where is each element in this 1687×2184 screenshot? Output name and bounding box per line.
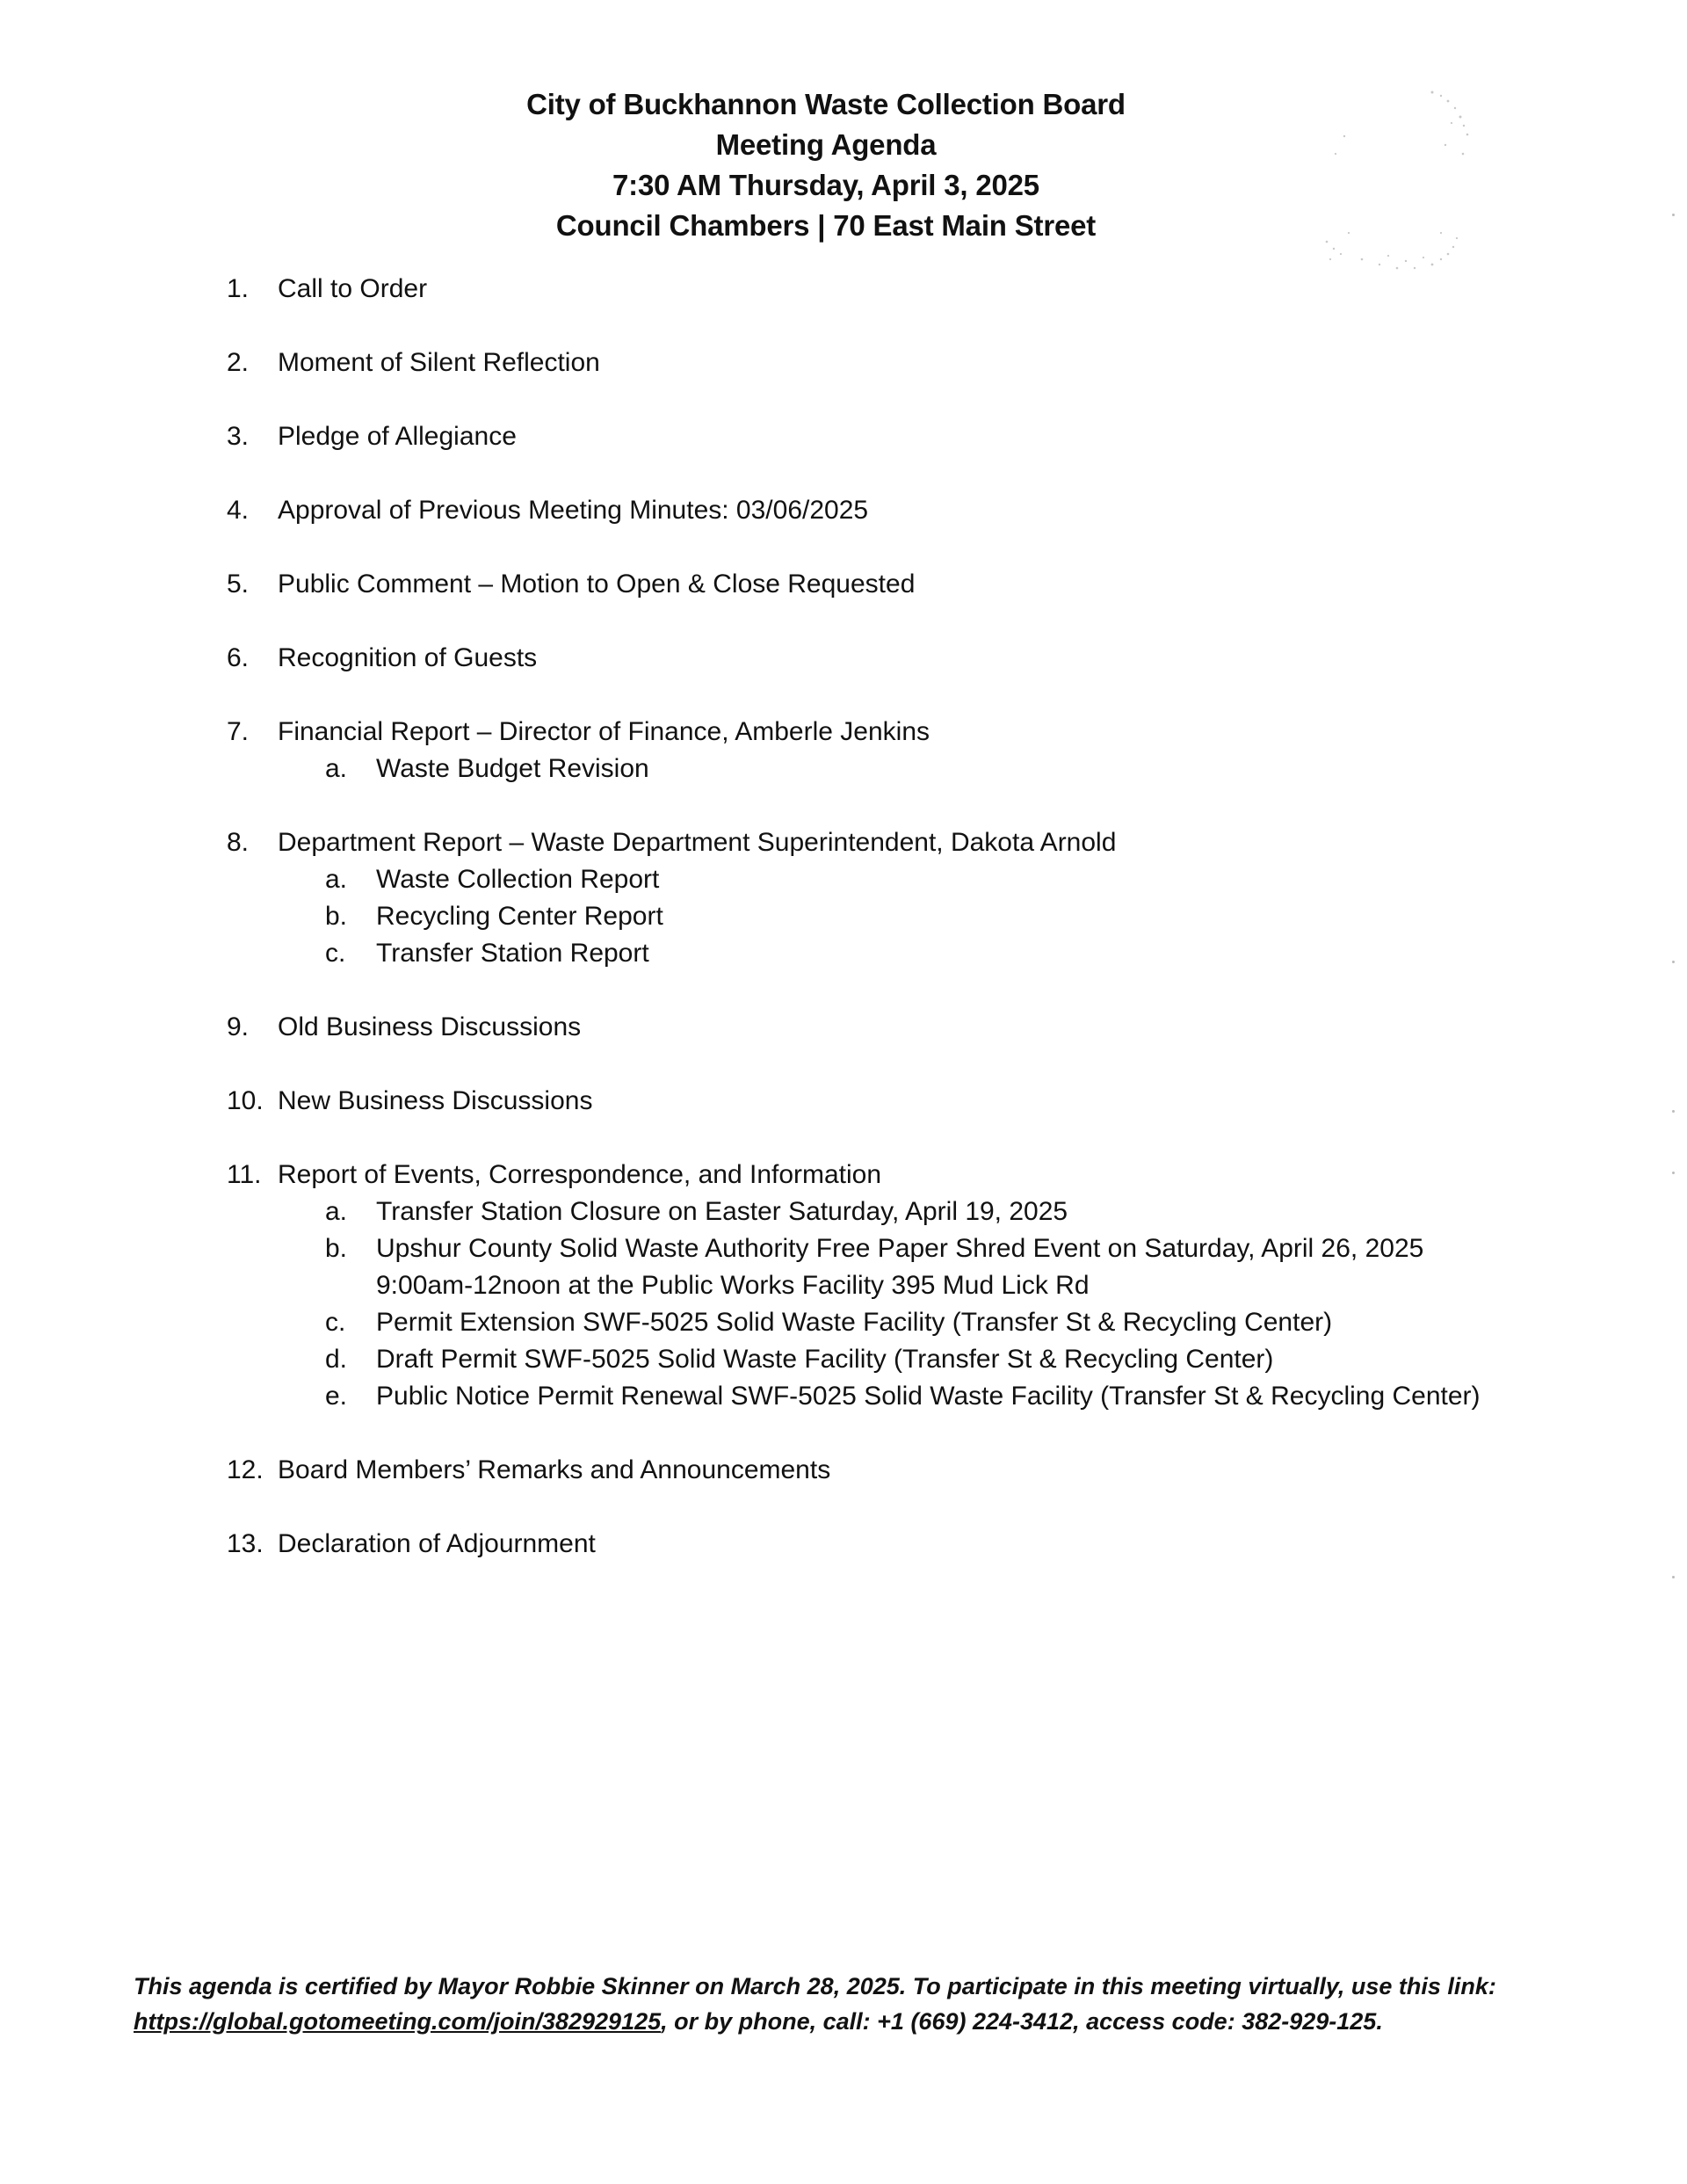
sub-item-letter: b. [325, 1234, 348, 1263]
agenda-item-guests [227, 640, 1545, 677]
sub-item [227, 1194, 1545, 1230]
item-number: 13. [227, 1529, 264, 1558]
item-text: Report of Events, Correspondence, and Information [278, 1160, 882, 1189]
agenda-list [227, 271, 1545, 1563]
item-text: Declaration of Adjournment [278, 1529, 596, 1558]
item-text: New Business Discussions [278, 1086, 593, 1115]
item-text: Department Report – Waste Department Superintendent, Dakota Arnold [278, 828, 1117, 857]
sub-item-text: Transfer Station Report [376, 939, 649, 968]
sub-item [227, 1304, 1545, 1341]
agenda-item-public-comment [227, 566, 1545, 603]
agenda-item-adjournment [227, 1526, 1545, 1563]
sub-item [227, 861, 1545, 898]
scan-speck [1672, 1172, 1675, 1174]
scan-speck [1672, 961, 1675, 963]
meeting-location: Council Chambers | 70 East Main Street [555, 209, 1097, 242]
item-text: Pledge of Allegiance [278, 422, 517, 451]
agenda-header [457, 84, 1195, 246]
sub-item-letter: a. [325, 754, 348, 783]
sub-item-letter: c. [325, 1308, 346, 1337]
scan-speck [1672, 1110, 1675, 1113]
item-number: 9. [227, 1012, 250, 1041]
item-text: Recognition of Guests [278, 643, 538, 672]
faint-seal-mark [1309, 83, 1520, 294]
sub-item-letter: a. [325, 865, 348, 894]
item-number: 8. [227, 828, 250, 857]
agenda-item-silent-reflection [227, 345, 1545, 381]
item-number: 10. [227, 1086, 264, 1115]
item-text: Call to Order [278, 274, 428, 303]
certification-footer [134, 1969, 1539, 2039]
sub-item-text: Public Notice Permit Renewal SWF-5025 Solid Waste Facility (Transfer St & Recycling Center) [376, 1382, 1481, 1411]
sub-item-text: Recycling Center Report [376, 902, 663, 931]
item-number: 6. [227, 643, 250, 672]
sub-item-text: 9:00am-12noon at the Public Works Facility 395 Mud Lick Rd [376, 1271, 1090, 1300]
scan-speck [1672, 214, 1675, 216]
item-text: Board Members’ Remarks and Announcements [278, 1455, 831, 1484]
sub-item-letter: a. [325, 1197, 348, 1226]
footer-text: This agenda is certified by Mayor Robbie Skinner on March 28, 2025. To participate in this meeting virtually, use this link: [134, 1973, 1496, 1999]
item-number: 1. [227, 274, 250, 303]
sub-item [227, 935, 1545, 972]
item-text: Old Business Discussions [278, 1012, 582, 1041]
item-number: 3. [227, 422, 250, 451]
sub-item-text: Waste Budget Revision [376, 754, 649, 783]
agenda-item-board-remarks [227, 1452, 1545, 1489]
item-text: Financial Report – Director of Finance, Amberle Jenkins [278, 717, 930, 746]
sub-item-continuation [227, 1267, 1545, 1304]
sub-item-letter: b. [325, 902, 348, 931]
agenda-item-financial-report [227, 714, 1545, 751]
sub-item [227, 1230, 1545, 1267]
sub-item-letter: e. [325, 1382, 348, 1411]
agenda-item-call-to-order [227, 271, 1545, 308]
sub-item-text: Waste Collection Report [376, 865, 660, 894]
agenda-item-minutes-approval [227, 492, 1545, 529]
scan-speck [1672, 1576, 1675, 1578]
meeting-link[interactable]: https://global.gotomeeting.com/join/382929125 [134, 2008, 662, 2035]
item-text: Public Comment – Motion to Open & Close Requested [278, 570, 916, 599]
footer-phone-text: , or by phone, call: +1 (669) 224-3412, access code: 382-929-125. [661, 2008, 1383, 2035]
agenda-item-pledge [227, 418, 1545, 455]
sub-item-letter: c. [325, 939, 346, 968]
item-text: Approval of Previous Meeting Minutes: 03/06/2025 [278, 496, 869, 525]
meeting-datetime: 7:30 AM Thursday, April 3, 2025 [612, 169, 1039, 201]
board-title: City of Buckhannon Waste Collection Board [526, 88, 1126, 120]
sub-item [227, 1341, 1545, 1378]
agenda-item-new-business [227, 1083, 1545, 1120]
agenda-item-events-report [227, 1157, 1545, 1194]
sub-item-text: Transfer Station Closure on Easter Saturday, April 19, 2025 [376, 1197, 1068, 1226]
item-number: 7. [227, 717, 250, 746]
sub-item [227, 751, 1545, 787]
item-number: 11. [227, 1160, 262, 1189]
item-number: 2. [227, 348, 250, 377]
sub-item-text: Upshur County Solid Waste Authority Free Paper Shred Event on Saturday, April 26, 2025 [376, 1234, 1424, 1263]
item-number: 5. [227, 570, 250, 599]
sub-item-text: Draft Permit SWF-5025 Solid Waste Facility (Transfer St & Recycling Center) [376, 1345, 1274, 1374]
item-number: 12. [227, 1455, 264, 1484]
document-title: Meeting Agenda [715, 128, 937, 161]
agenda-item-department-report [227, 824, 1545, 861]
sub-item [227, 1378, 1545, 1415]
sub-item-text: Permit Extension SWF-5025 Solid Waste Facility (Transfer St & Recycling Center) [376, 1308, 1333, 1337]
agenda-item-old-business [227, 1009, 1545, 1046]
item-text: Moment of Silent Reflection [278, 348, 600, 377]
sub-item-letter: d. [325, 1345, 348, 1374]
item-number: 4. [227, 496, 250, 525]
sub-item [227, 898, 1545, 935]
